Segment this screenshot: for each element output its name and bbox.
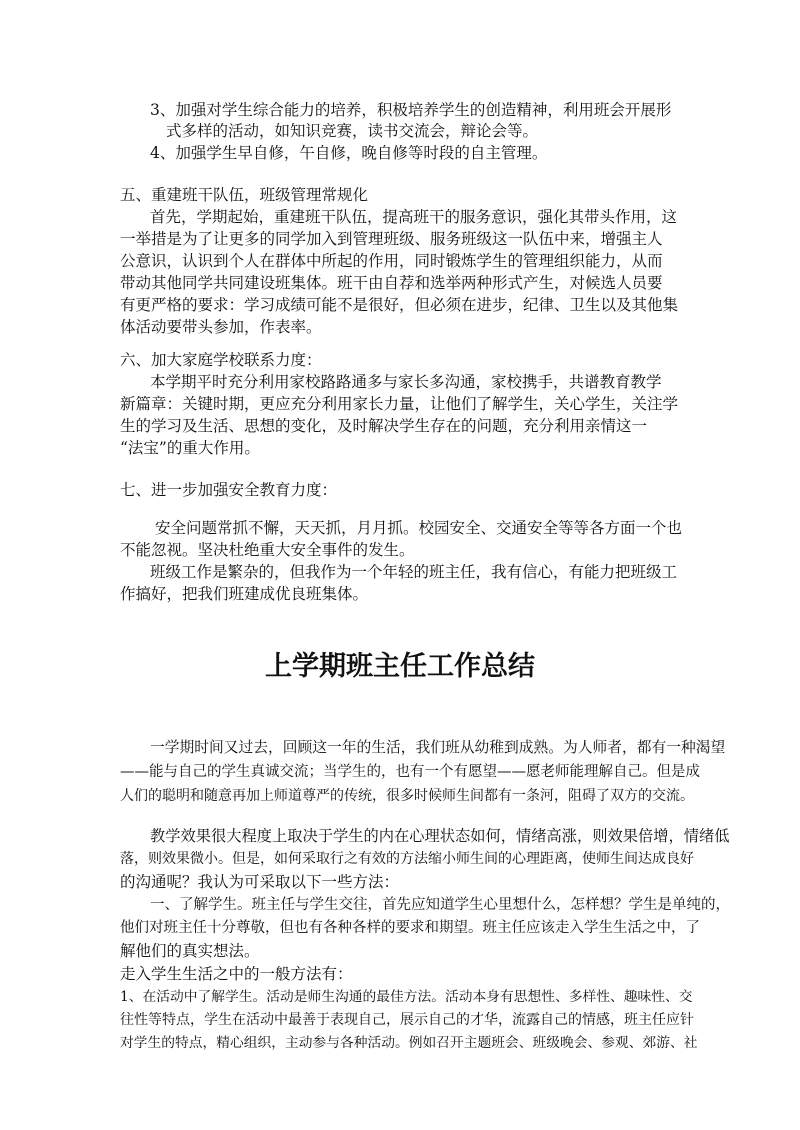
section-5-line: 体活动要带头参加，作表率。 [120, 318, 322, 336]
section-5-heading: 五、重建班干队伍，班级管理常规化 [120, 186, 369, 204]
item-3-line-1: 3、加强对学生综合能力的培养，积极培养学生的创造精神，利用班会开展形 [150, 101, 672, 119]
point-1-line: 他们对班主任十分尊敬，但也有各种各样的要求和期望。班主任应该走入学生生活之中，了 [120, 920, 700, 936]
section-7-line: 班级工作是繁杂的，但我作为一个年轻的班主任，我有信心，有能力把班级工 [150, 563, 678, 581]
page-title: 上学期班主任工作总结 [265, 651, 535, 682]
section-5-line: 一举措是为了让更多的同学加入到管理班级、服务班级这一队伍中来，增强主人 [120, 230, 663, 248]
method-1-line: 对学生的特点，精心组织，主动参与各种活动。例如召开主题班会、班级晚会、参观、郊游、社 [120, 1035, 698, 1051]
intro-line: ——能与自己的学生真诚交流；当学生的，也有一个有愿望——愿老师能理解自己。但是成 [120, 764, 700, 780]
section-7-line: 安全问题常抓不懈，天天抓，月月抓。校园安全、交通安全等等各方面一个也 [155, 519, 683, 537]
section-6-line: 本学期平时充分利用家校路路通多与家长多沟通，家校携手，共谱教育教学 [150, 373, 662, 391]
section-7-line: 不能忽视。坚决杜绝重大安全事件的发生。 [120, 541, 415, 559]
section-5-line: 有更严格的要求：学习成绩可能不是很好，但必须在进步，纪律、卫生以及其他集 [120, 296, 679, 314]
method-1-line: 1、在活动中了解学生。活动是师生沟通的最佳方法。活动本身有思想性、多样性、趣味性、交 [120, 989, 693, 1005]
intro-line: 一学期时间又过去，回顾这一年的生活，我们班从幼稚到成熟。为人师者，都有一种渴望 [150, 739, 726, 756]
section-6-line: 生的学习及生活、思想的变化，及时解决学生存在的问题，充分利用亲情这一 [120, 417, 648, 435]
effect-line: 的沟通呢？我认为可采取以下一些方法： [120, 873, 400, 891]
section-5-line: 公意识，认识到个人在群体中所起的作用，同时锻炼学生的管理组织能力，从而 [120, 252, 663, 270]
item-4: 4、加强学生早自修，午自修，晚自修等时段的自主管理。 [150, 144, 548, 162]
section-5-line: 带动其他同学共同建设班集体。班干由自荐和选举两种形式产生，对候选人员要 [120, 274, 663, 292]
section-7-heading: 七、进一步加强安全教育力度： [120, 481, 338, 499]
methods-heading: 走入学生生活之中的一般方法有： [120, 965, 353, 983]
section-6-line: 新篇章：关键时期，更应充分利用家长力量，让他们了解学生，关心学生，关注学 [120, 395, 679, 413]
point-1-line: 一、了解学生。班主任与学生交往，首先应知道学生心里想什么，怎样想？学生是单纯的， [150, 897, 730, 913]
section-6-line: “法宝”的重大作用。 [120, 439, 260, 457]
effect-line: 教学效果很大程度上取决于学生的内在心理状态如何，情绪高涨，则效果倍增，情绪低 [150, 827, 730, 845]
item-3-line-2: 式多样的活动，如知识竞赛，读书交流会，辩论会等。 [166, 122, 539, 140]
method-1-line: 往性等特点，学生在活动中最善于表现自己，展示自己的才华，流露自己的情感，班主任应针 [120, 1012, 694, 1028]
point-1-line: 解他们的真实想法。 [120, 942, 260, 960]
intro-line: 人们的聪明和随意再加上师道尊严的传统，很多时候师生间都有一条河，阻碍了双方的交流。 [120, 788, 694, 804]
section-7-line: 作搞好，把我们班建成优良班集体。 [120, 585, 369, 603]
effect-line: 落，则效果微小。但是，如何采取行之有效的方法缩小师生间的心理距离，使师生间达成良好 [120, 851, 694, 867]
section-6-heading: 六、加大家庭学校联系力度： [120, 351, 322, 369]
section-5-line: 首先，学期起始，重建班干队伍，提高班干的服务意识，强化其带头作用，这 [150, 208, 678, 226]
